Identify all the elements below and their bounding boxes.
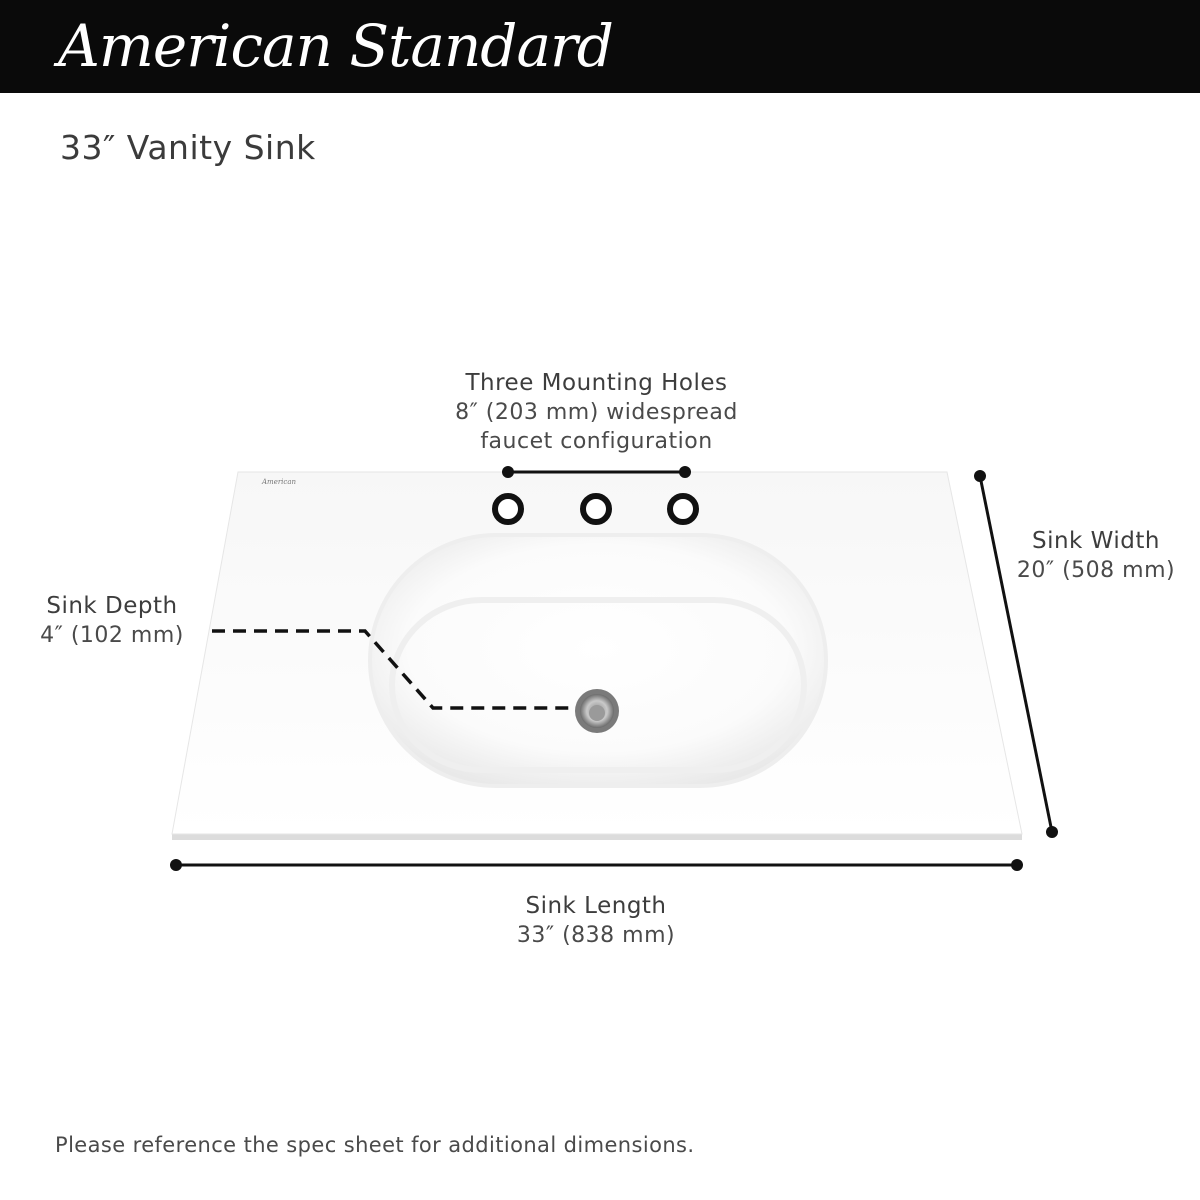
sink-depth-label: Sink Depth (46, 593, 178, 619)
drain-center (589, 705, 605, 721)
mounting-holes-end-left (502, 466, 514, 478)
mounting-holes-value-1: 8″ (203 mm) widespread (455, 400, 738, 425)
sink-width-value: 20″ (508 mm) (1016, 558, 1176, 583)
sink-length-end-left (170, 859, 182, 871)
faucet-hole-right (670, 496, 696, 522)
mounting-holes-value-2: faucet configuration (480, 429, 713, 454)
sink-depth-annotation (24, 592, 200, 650)
faucet-hole-center (583, 496, 609, 522)
basin (372, 537, 824, 784)
sink-brand-mark: American (262, 478, 297, 486)
sink-width-end-top (974, 470, 986, 482)
sink-length-label: Sink Length (525, 893, 667, 919)
sink-width-annotation (1004, 527, 1188, 585)
sink-edge (172, 834, 1022, 840)
mounting-holes-label: Three Mounting Holes (465, 370, 728, 396)
sink-length-end-right (1011, 859, 1023, 871)
sink-depth-value: 4″ (102 mm) (40, 623, 184, 648)
footnote: Please reference the spec sheet for additional dimensions. (55, 1133, 695, 1157)
sink-width-label: Sink Width (1031, 528, 1161, 554)
sink-length-annotation (496, 892, 696, 950)
product-title: 33″ Vanity Sink (60, 128, 316, 167)
mounting-holes-end-right (679, 466, 691, 478)
mounting-holes-annotation (440, 369, 753, 456)
sink-length-value: 33″ (838 mm) (516, 923, 676, 948)
brand-logo: American Standard (58, 12, 613, 80)
faucet-hole-left (495, 496, 521, 522)
sink-width-end-bottom (1046, 826, 1058, 838)
